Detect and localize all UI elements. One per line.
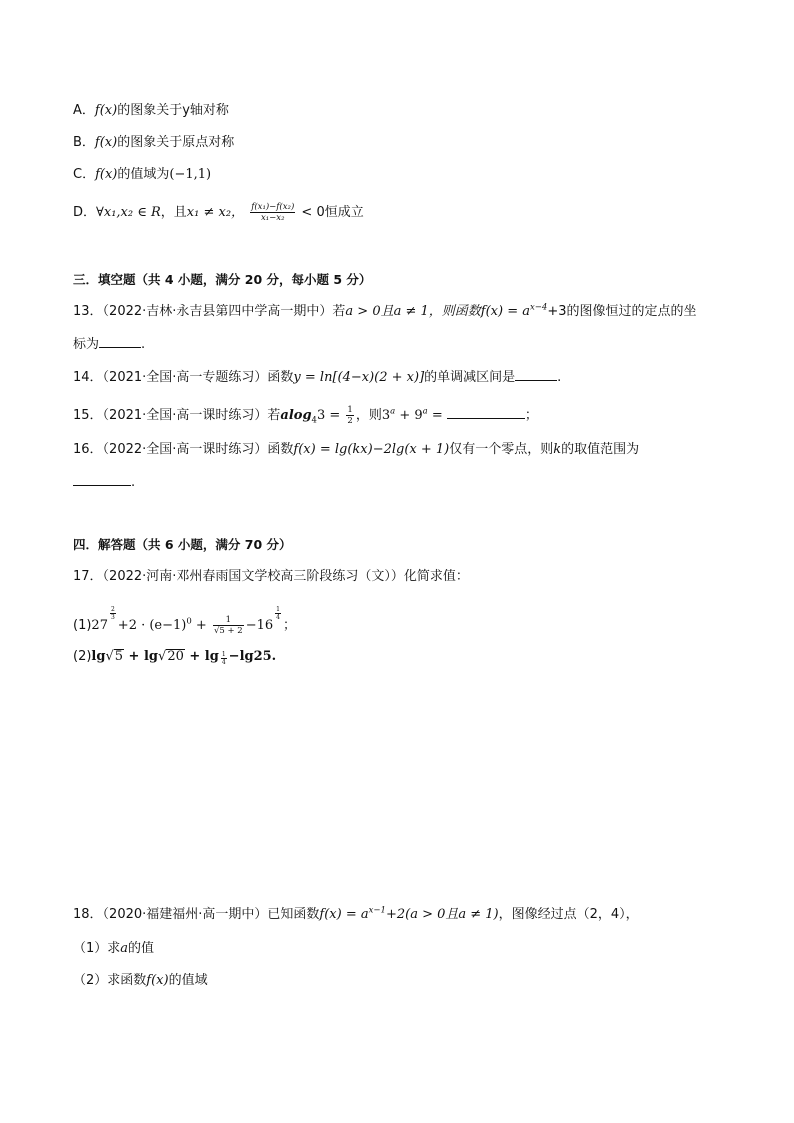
math-expression: lg	[91, 649, 106, 664]
question-text: 化简求值：	[403, 569, 469, 584]
math-expression: a	[120, 941, 129, 956]
math-exponent: x−4	[529, 302, 548, 313]
question-16	[73, 441, 639, 459]
question-16-cont	[73, 473, 135, 492]
math-expression: + lg	[184, 649, 219, 664]
question-source: （2021·全国·高一课时练习）	[102, 408, 268, 423]
math-subscript: 4	[311, 415, 317, 426]
question-18	[73, 906, 639, 924]
question-text: ，则	[355, 408, 382, 423]
fraction-denominator: 3	[110, 614, 115, 621]
part-label: (2)	[73, 649, 92, 664]
math-expression: +	[191, 618, 211, 633]
math-expression: f(x) = lg(kx)−2lg(x + 1)	[293, 442, 450, 457]
fraction-numerator: 1	[347, 405, 353, 415]
math-expression: f(x) = a	[319, 907, 369, 922]
answer-blank[interactable]	[99, 335, 141, 348]
fraction-subscript	[221, 651, 227, 666]
question-text: 的值域	[168, 973, 208, 988]
option-text: 的值域为	[117, 167, 170, 182]
option-label: D．	[73, 205, 97, 220]
option-text: 的图象关于原点对称	[117, 135, 235, 150]
math-expression: k	[553, 442, 562, 457]
fraction-denominator: 4	[221, 659, 226, 666]
math-expression: f(x)	[94, 103, 118, 118]
question-15	[73, 405, 538, 426]
math-expression: y = ln[(4−x)(2 + x)]	[293, 370, 425, 385]
question-text: （1）求	[73, 941, 121, 956]
question-source: （2022·全国·高一课时练习）	[102, 442, 268, 457]
math-expression: 27	[91, 618, 108, 633]
punctuation: .	[557, 370, 562, 385]
question-text: 的值	[128, 941, 155, 956]
question-17-part-2: (2)lg√5 + lg√20 + lg $_{\frac{1}{4}}$ −lg25.	[73, 649, 277, 666]
question-17-part-1	[73, 606, 296, 636]
math-expression: f(x)	[94, 135, 118, 150]
question-source: （2022·吉林·永吉县第四中学高一期中）	[102, 304, 333, 319]
question-17	[73, 568, 469, 586]
fraction-numerator: 1	[276, 606, 280, 613]
question-14	[73, 368, 561, 387]
question-source: （2021·全国·高一专题练习）	[102, 370, 268, 385]
math-expression: + 9	[395, 408, 423, 423]
question-source: （2022·河南·邓州春雨国文学校高三阶段练习（文））	[102, 569, 404, 584]
option-c	[73, 166, 211, 184]
question-text: 函数	[267, 370, 294, 385]
question-text: 函数	[267, 442, 294, 457]
math-expression: 3	[381, 408, 391, 423]
question-text: 标为	[73, 337, 100, 352]
answer-blank[interactable]	[447, 406, 525, 419]
math-expression: f(x) = a	[480, 304, 530, 319]
option-label: C．	[73, 167, 96, 182]
punctuation: ；	[524, 408, 538, 423]
fraction-denominator: 4	[276, 614, 280, 621]
question-text: 的取值范围为	[561, 442, 640, 457]
math-expression: alog	[280, 408, 312, 423]
question-text: 的单调减区间是	[424, 370, 516, 385]
question-number: 14．	[73, 370, 103, 385]
fraction-numerator: 2	[110, 606, 115, 613]
fraction	[213, 615, 244, 636]
math-expression: ∀	[96, 205, 104, 220]
math-expression: +2 · (e−1)	[117, 618, 187, 633]
radicand: 20	[167, 649, 184, 664]
question-text: ，图像经过点（2，4），	[498, 907, 639, 922]
math-exponent: x−1	[368, 905, 386, 916]
question-text: 已知函数	[267, 907, 320, 922]
question-number: 13．	[73, 304, 103, 319]
fraction-numerator: 1	[213, 615, 244, 626]
part-label: (1)	[73, 618, 92, 633]
question-number: 16．	[73, 442, 103, 457]
question-text: 若	[267, 408, 281, 423]
answer-blank[interactable]	[515, 368, 557, 381]
fraction-denominator: √5 + 2	[213, 626, 243, 636]
question-text: （2）求函数	[73, 973, 147, 988]
math-exponent: a	[422, 406, 428, 417]
option-text: < 0恒成立	[301, 205, 364, 220]
math-expression: f(x)	[95, 167, 118, 182]
math-expression: x₁,x₂ ∈ R	[103, 205, 161, 220]
math-expression: =	[427, 408, 447, 423]
fraction-exponent	[110, 606, 116, 621]
option-b	[73, 134, 234, 152]
radicand: 5	[114, 649, 124, 664]
section-heading: 四．解答题（共 6 小题，满分 70 分）	[73, 537, 292, 552]
math-expression: f(x)	[146, 973, 169, 988]
fraction-numerator: 1	[221, 651, 226, 658]
question-source: （2020·福建福州·高一期中）	[102, 907, 268, 922]
fraction	[346, 405, 353, 426]
math-expression: +2(a > 0且a ≠ 1)	[385, 907, 499, 922]
section-heading: 三．填空题（共 4 小题，满分 20 分，每小题 5 分）	[73, 272, 372, 287]
question-text: +3的图像恒过的定点的坐	[547, 304, 697, 319]
math-expression: 3 =	[316, 408, 345, 423]
question-18-part-1	[73, 940, 154, 958]
punctuation: ；	[282, 618, 296, 633]
math-expression: a > 0且a ≠ 1，则函数	[345, 304, 481, 319]
math-expression: + lg	[124, 649, 159, 664]
question-text: 若	[332, 304, 346, 319]
question-18-part-2	[73, 972, 208, 990]
fraction-denominator: 2	[347, 416, 353, 426]
option-text: 的图象关于y轴对称	[117, 103, 229, 118]
punctuation: .	[131, 475, 136, 490]
math-expression: −lg25.	[228, 649, 277, 664]
question-number: 15．	[73, 408, 103, 423]
answer-blank[interactable]	[73, 473, 131, 486]
option-a	[73, 102, 229, 120]
option-label: A．	[73, 103, 95, 118]
question-13-cont	[73, 335, 145, 354]
math-expression: (−1,1)	[169, 167, 212, 182]
question-number: 18．	[73, 907, 103, 922]
difference-quotient: $\frac{\text{f(x₁)−f(x₂)}}{\text{x₁−x₂}}$	[251, 202, 295, 223]
question-13	[73, 303, 696, 321]
math-expression: −16	[245, 618, 274, 633]
question-text: 仅有一个零点，则	[449, 442, 554, 457]
option-label: B．	[73, 135, 95, 150]
math-exponent: a	[390, 406, 396, 417]
question-number: 17．	[73, 569, 103, 584]
fraction-exponent	[275, 606, 281, 621]
option-text: ，且	[160, 205, 187, 220]
math-expression: x₁ ≠ x₂，	[186, 205, 245, 220]
option-d	[73, 202, 364, 223]
punctuation: .	[141, 337, 146, 352]
math-exponent: 0	[186, 616, 192, 627]
